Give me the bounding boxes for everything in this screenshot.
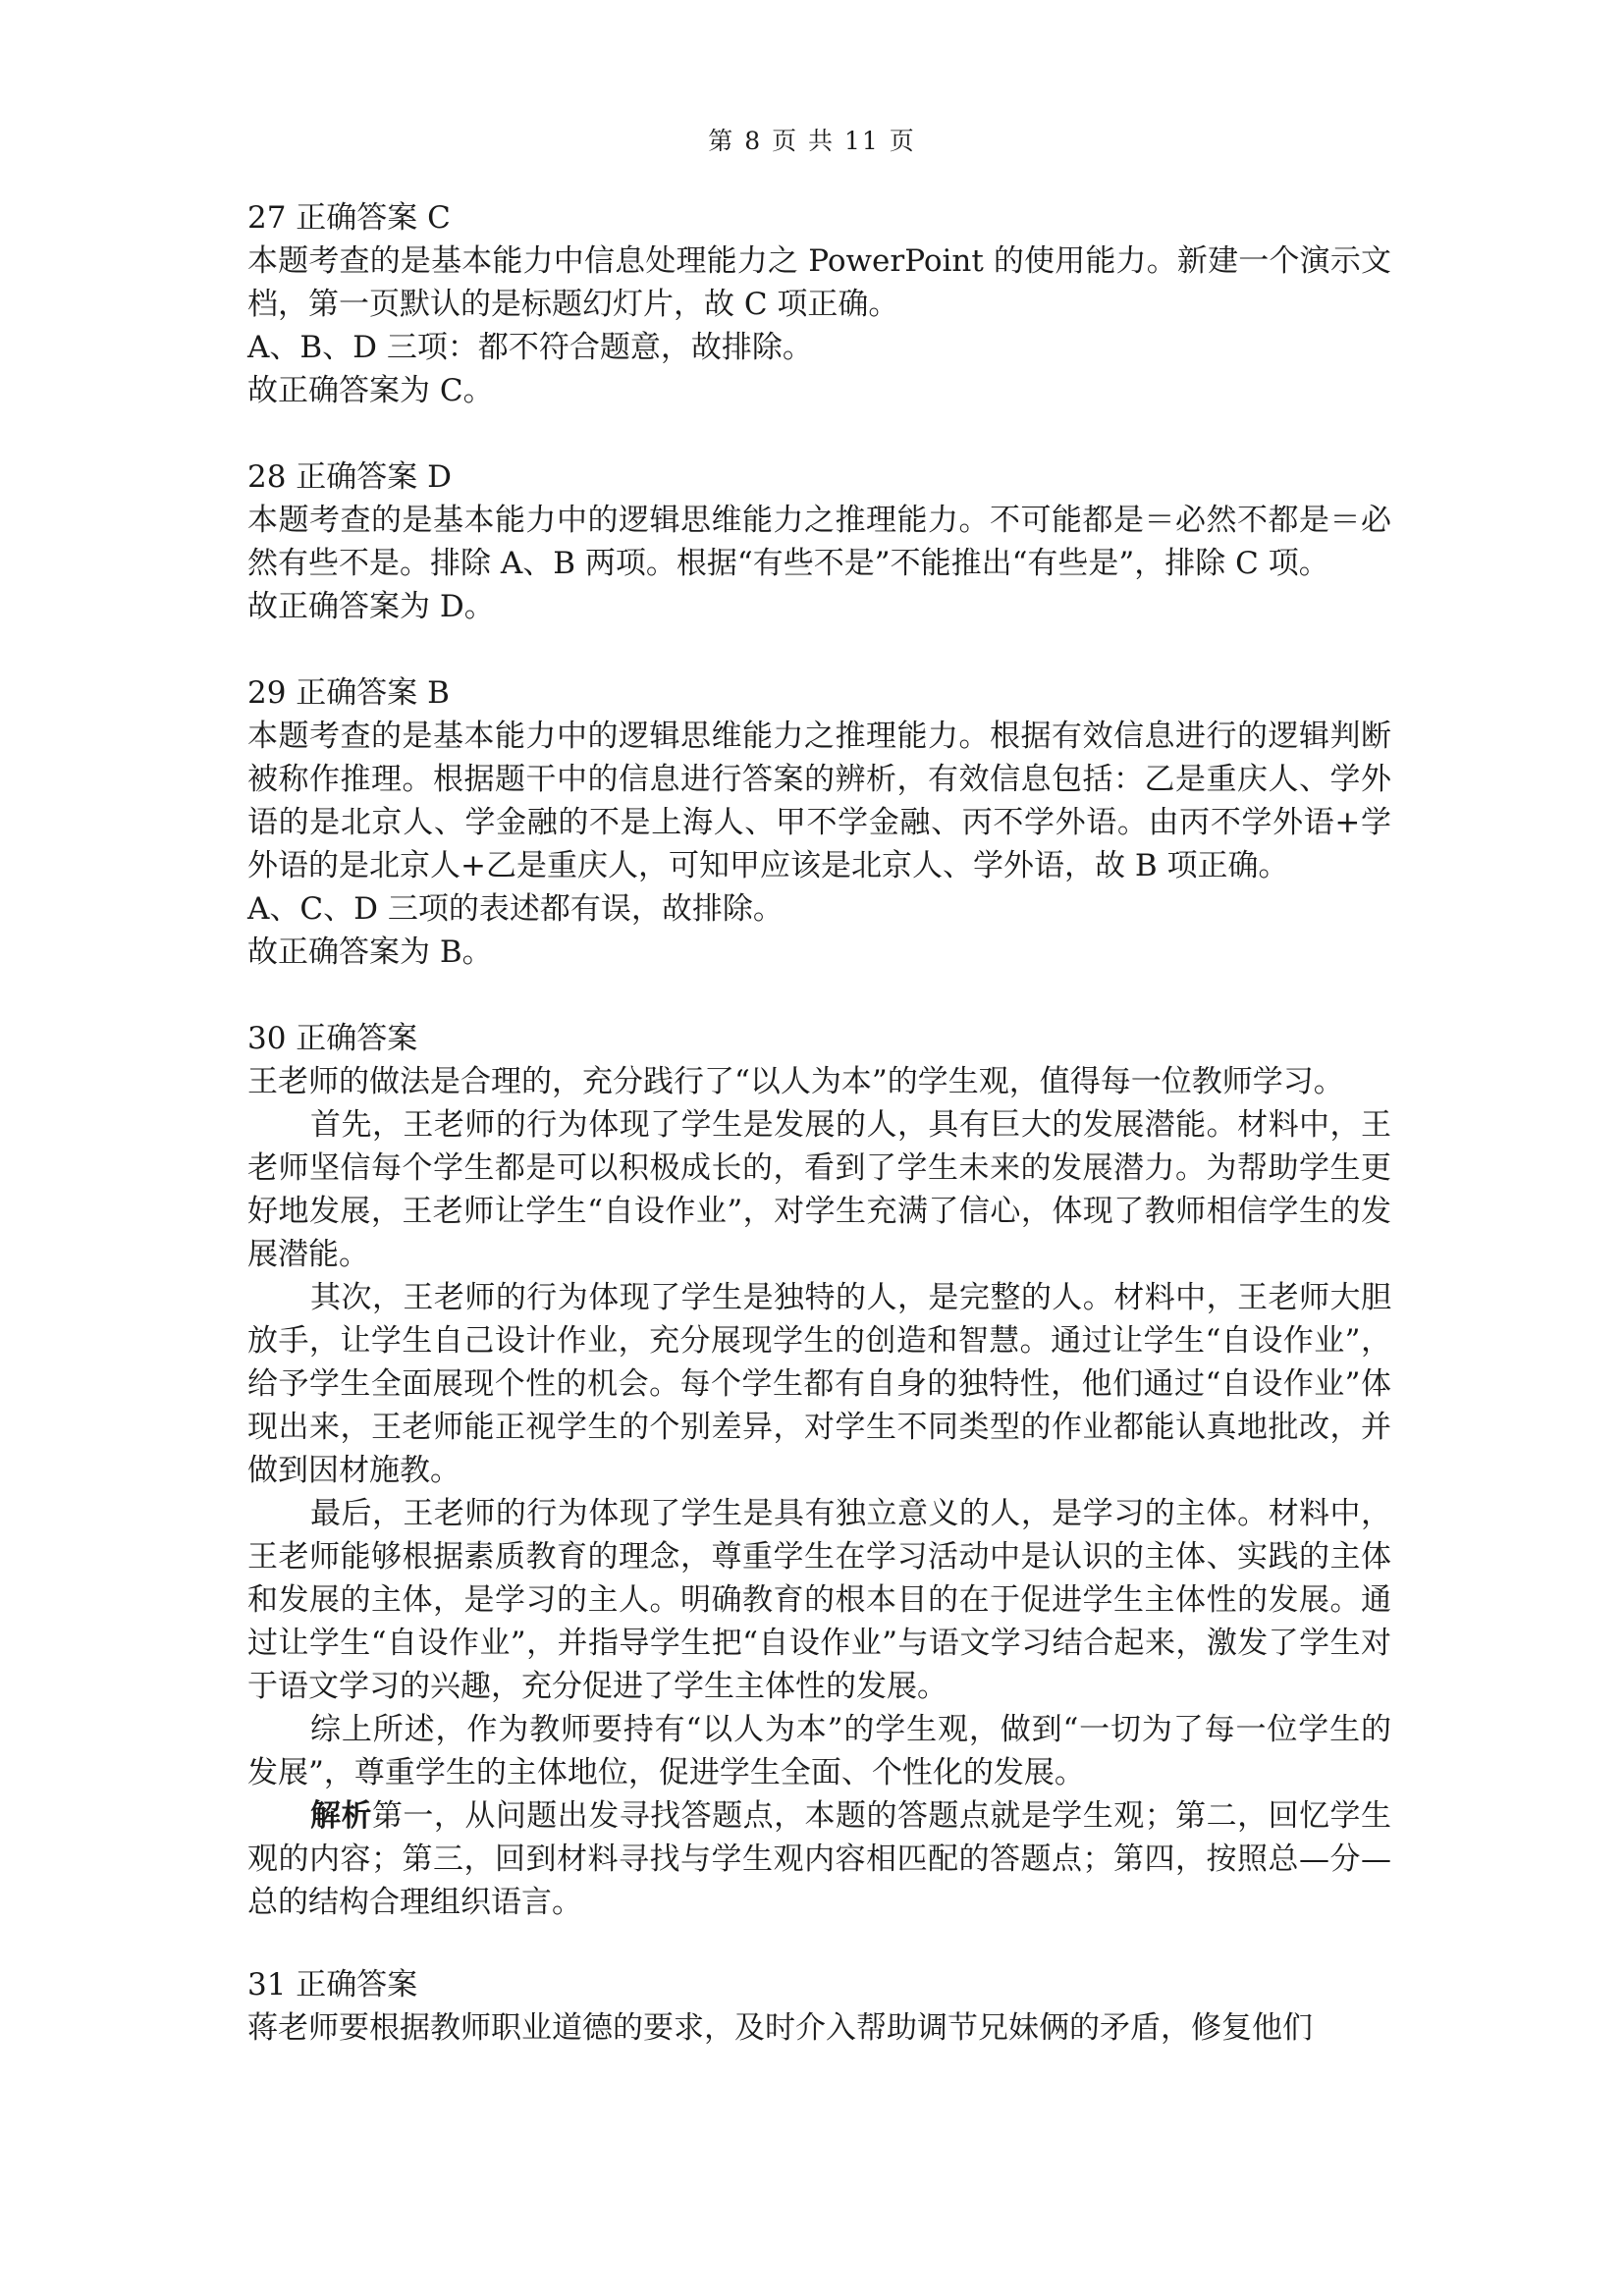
answer-content (247, 196, 1391, 2093)
answer-27-section (247, 196, 1391, 412)
answer-30-point-last: 最后，王老师的行为体现了学生是具有独立意义的人，是学习的主体。材料中，王老师能够根据素质教育的理念，尊重学生在学习活动中是认识的主体、实践的主体和发展的主体，是学习的主人。明确教育的根本目的在于促进学生主体性的发展。通过让学生“自设作业”，并指导学生把“自设作业”与语文学习结合起来，激发了学生对于语文学习的兴趣，充分促进了学生主体性的发展。 (247, 1496, 1391, 1704)
answer-28-conclusion: 故正确答案为 D。 (247, 589, 495, 624)
answer-27-exclusion: A、B、D 三项：都不符合题意，故排除。 (247, 330, 813, 365)
answer-31-heading: 31 正确答案 (247, 1967, 418, 2002)
answer-30-summary: 综上所述，作为教师要持有“以人为本”的学生观，做到“一切为了每一位学生的发展”，尊重学生的主体地位，促进学生全面、个性化的发展。 (247, 1712, 1391, 1790)
answer-30-point-second: 其次，王老师的行为体现了学生是独特的人，是完整的人。材料中，王老师大胆放手，让学生自己设计作业，充分展现学生的创造和智慧。通过让学生“自设作业”，给予学生全面展现个性的机会。每个学生都有自身的独特性，他们通过“自设作业”体现出来，王老师能正视学生的个别差异，对学生不同类型的作业都能认真地批改，并做到因材施教。 (247, 1280, 1391, 1488)
answer-28-explanation: 本题考查的是基本能力中的逻辑思维能力之推理能力。不可能都是＝必然不都是＝必然有些不是。排除 A、B 两项。根据“有些不是”不能推出“有些是”，排除 C 项。 (247, 503, 1391, 581)
answer-29-conclusion: 故正确答案为 B。 (247, 934, 493, 970)
answer-30-point-first: 首先，王老师的行为体现了学生是发展的人，具有巨大的发展潜能。材料中，王老师坚信每个学生都是可以积极成长的，看到了学生未来的发展潜力。为帮助学生更好地发展，王老师让学生“自设作业”，对学生充满了信心，体现了教师相信学生的发展潜能。 (247, 1107, 1391, 1272)
page-number-header: 第 8 页 共 11 页 (708, 127, 916, 155)
answer-31-section (247, 1963, 1391, 2050)
analysis-label: 解析 (310, 1798, 372, 1834)
answer-29-explanation: 本题考查的是基本能力中的逻辑思维能力之推理能力。根据有效信息进行的逻辑判断被称作推理。根据题干中的信息进行答案的辨析，有效信息包括：乙是重庆人、学外语的是北京人、学金融的不是上海人、甲不学金融、丙不学外语。由丙不学外语+学外语的是北京人+乙是重庆人，可知甲应该是北京人、学外语，故 B 项正确。 (247, 719, 1391, 883)
answer-30-intro: 王老师的做法是合理的，充分践行了“以人为本”的学生观，值得每一位教师学习。 (247, 1064, 1344, 1099)
answer-29-heading: 29 正确答案 B (247, 675, 450, 711)
answer-31-intro: 蒋老师要根据教师职业道德的要求，及时介入帮助调节兄妹俩的矛盾，修复他们 (247, 2010, 1313, 2046)
answer-27-conclusion: 故正确答案为 C。 (247, 373, 494, 408)
answer-30-heading: 30 正确答案 (247, 1021, 418, 1056)
answer-28-heading: 28 正确答案 D (247, 459, 453, 495)
answer-27-heading: 27 正确答案 C (247, 200, 451, 236)
answer-29-exclusion: A、C、D 三项的表述都有误，故排除。 (247, 891, 784, 927)
answer-29-section (247, 671, 1391, 974)
answer-28-section (247, 455, 1391, 628)
answer-30-analysis (247, 1794, 1391, 1924)
answer-27-explanation: 本题考查的是基本能力中信息处理能力之 PowerPoint 的使用能力。新建一个演示文档，第一页默认的是标题幻灯片，故 C 项正确。 (247, 243, 1391, 322)
answer-30-section (247, 1017, 1391, 1924)
analysis-text: 第一，从问题出发寻找答题点，本题的答题点就是学生观；第二，回忆学生观的内容；第三，回到材料寻找与学生观内容相匹配的答题点；第四，按照总—分—总的结构合理组织语言。 (247, 1798, 1392, 1920)
